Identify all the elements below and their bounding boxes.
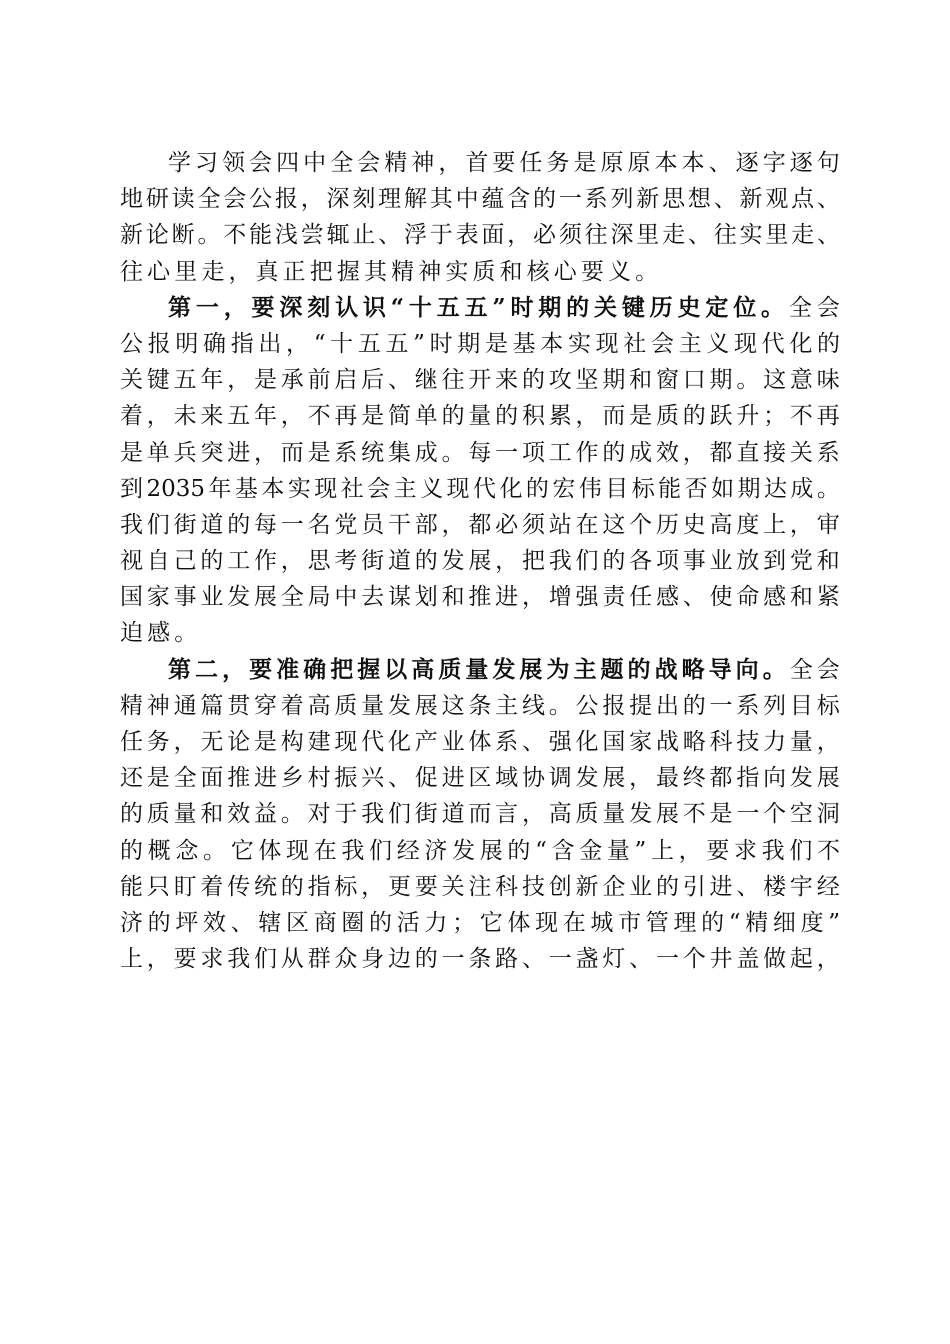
paragraph-intro [120, 145, 840, 290]
text-line: 上 ， 要 求 我 们 从 群 众 身 边 的 一 条 路 、 一 盏 灯 、 一 个 井 盖 做 起 ， [120, 946, 840, 973]
text-line: 还 是 全 面 推 进 乡 村 振 兴 、 促 进 区 域 协 调 发 展 ， 最 终 都 指 向 发 展 [120, 765, 840, 792]
text-line-with-lead: 第 二 ， 要 准 确 把 握 以 高 质 量 发 展 为 主 题 的 战 略 导 向 。 全 会 [168, 655, 840, 683]
text-line: 关 键 五 年 ， 是 承 前 启 后 、 继 往 开 来 的 攻 坚 期 和 窗 口 期 。 这 意 味 [120, 367, 840, 394]
text-line: 新 论 断 。 不 能 浅 尝 辄 止 、 浮 于 表 面 ， 必 须 往 深 里 走 、 往 实 里 走 、 [120, 222, 840, 249]
text-line: 往 心 里 走 ， 真 正 把 握 其 精 神 实 质 和 核 心 要 义 。 [120, 258, 663, 285]
text-line: 的 概 念 。 它 体 现 在 我 们 经 济 发 展 的 “ 含 金 量 ” 上 ， 要 求 我 们 不 [120, 837, 840, 864]
paragraph-point-one [120, 290, 840, 652]
text-line: 济 的 坪 效 、 辖 区 商 圈 的 活 力 ； 它 体 现 在 城 市 管 理 的 “ 精 细 度 ” [120, 909, 840, 936]
text-line: 精 神 通 篇 贯 穿 着 高 质 量 发 展 这 条 主 线 。 公 报 提 出 的 一 系 列 目 标 [120, 692, 840, 719]
text-line: 视 自 己 的 工 作 ， 思 考 街 道 的 发 展 ， 把 我 们 的 各 项 事 业 放 到 党 和 [120, 548, 840, 575]
text-line: 地 研 读 全 会 公 报 ， 深 刻 理 解 其 中 蕴 含 的 一 系 列 新 思 想 、 新 观 点 、 [120, 186, 840, 213]
text-line: 任 务 ， 无 论 是 构 建 现 代 化 产 业 体 系 、 强 化 国 家 战 略 科 技 力 量 ， [120, 729, 840, 755]
text-line: 国 家 事 业 发 展 全 局 中 去 谋 划 和 推 进 ， 增 强 责 任 感 、 使 命 感 和 紧 [120, 584, 840, 611]
text-line: 迫 感 。 [120, 620, 202, 647]
text-line: 我 们 街 道 的 每 一 名 党 员 干 部 ， 都 必 须 站 在 这 个 历 史 高 度 上 ， 审 [120, 511, 840, 538]
paragraph-point-two [120, 652, 840, 978]
text-line: 能 只 盯 着 传 统 的 指 标 ， 更 要 关 注 科 技 创 新 企 业 的 引 进 、 楼 宇 经 [120, 873, 840, 900]
text-line: 的 质 量 和 效 益 。 对 于 我 们 街 道 而 言 ， 高 质 量 发 展 不 是 一 个 空 洞 [120, 801, 840, 828]
text-line: 到 2035 年 基 本 实 现 社 会 主 义 现 代 化 的 宏 伟 目 标 能 否 如 期 达 成 。 [120, 475, 840, 502]
document-body [120, 145, 840, 977]
text-line: 着 ， 未 来 五 年 ， 不 再 是 简 单 的 量 的 积 累 ， 而 是 质 的 跃 升 ； 不 再 [120, 403, 840, 430]
text-line: 学 习 领 会 四 中 全 会 精 神 ， 首 要 任 务 是 原 原 本 本 、 逐 字 逐 句 [168, 150, 840, 176]
text-line-with-lead: 第 一 ， 要 深 刻 认 识 “ 十 五 五 ” 时 期 的 关 键 历 史 定 位 。 全 会 [168, 293, 840, 321]
text-line: 公 报 明 确 指 出 ， “ 十 五 五 ” 时 期 是 基 本 实 现 社 会 主 义 现 代 化 的 [120, 330, 840, 357]
text-line: 是 单 兵 突 进 ， 而 是 系 统 集 成 。 每 一 项 工 作 的 成 效 ， 都 直 接 关 系 [120, 439, 840, 466]
